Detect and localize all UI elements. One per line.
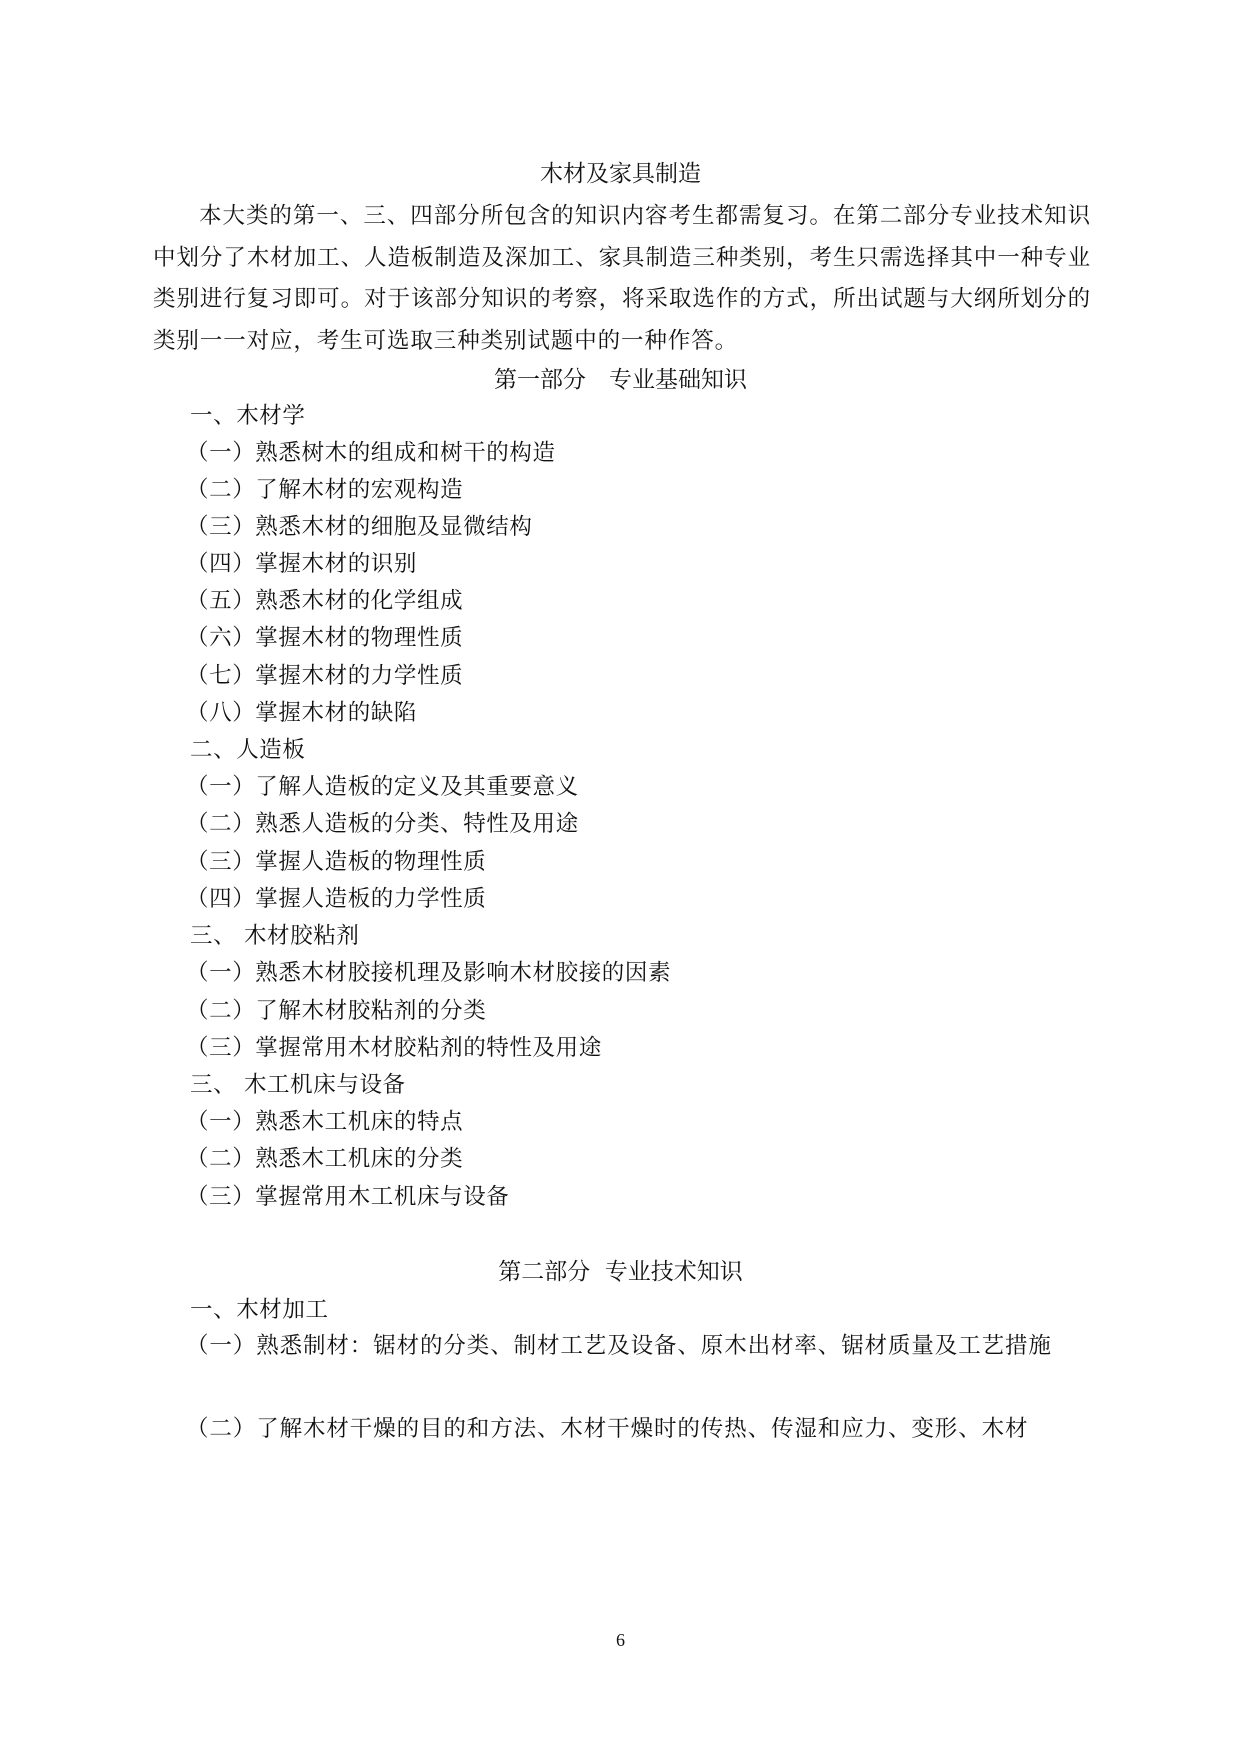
list-item: （七）掌握木材的力学性质 (186, 663, 464, 689)
part2-heading: 第二部分 专业技术知识 (498, 1259, 743, 1285)
document-title: 木材及家具制造 (540, 161, 701, 187)
section-heading: 一、木材加工 (190, 1297, 329, 1323)
list-item: （一）熟悉木材胶接机理及影响木材胶接的因素 (186, 960, 672, 986)
list-item: （一）熟悉木工机床的特点 (186, 1109, 464, 1135)
list-item: （三）掌握人造板的物理性质 (186, 849, 487, 875)
list-item: （六）掌握木材的物理性质 (186, 625, 464, 651)
list-item: （二）了解木材干燥的目的和方法、木材干燥时的传热、传湿和应力、变形、木材 (186, 1416, 1029, 1442)
list-item: （一）了解人造板的定义及其重要意义 (186, 774, 579, 800)
list-item: （三）掌握常用木材胶粘剂的特性及用途 (186, 1035, 602, 1061)
list-item: （二）熟悉人造板的分类、特性及用途 (186, 811, 579, 837)
list-item: （二）熟悉木工机床的分类 (186, 1146, 464, 1172)
list-item: （八）掌握木材的缺陷 (186, 700, 418, 726)
list-item: （四）掌握木材的识别 (186, 551, 418, 577)
list-item: （一）熟悉树木的组成和树干的构造 (186, 440, 556, 466)
page-number: 6 (616, 1630, 625, 1650)
section-heading: 一、木材学 (190, 403, 306, 429)
list-item: （二）了解木材的宏观构造 (186, 477, 464, 503)
list-item: （五）熟悉木材的化学组成 (186, 588, 464, 614)
intro-paragraph: 本大类的第一、三、四部分所包含的知识内容考生都需复习。在第二部分专业技术知识中划分了木材加工、人造板制造及深加工、家具制造三种类别，考生只需选择其中一种专业类别进行复习即可。对于该部分知识的考察，将采取选作的方式，所出试题与大纲所划分的类别一一对应，考生可选取三种类别试题中的一种作答。 (153, 203, 1091, 354)
section-heading: 三、 木材胶粘剂 (190, 923, 360, 949)
section-heading: 三、 木工机床与设备 (190, 1072, 406, 1098)
list-item: （三）熟悉木材的细胞及显微结构 (186, 514, 533, 540)
list-item: （二）了解木材胶粘剂的分类 (186, 998, 487, 1024)
list-item: （四）掌握人造板的力学性质 (186, 886, 487, 912)
section-heading: 二、人造板 (190, 737, 306, 763)
list-item: （三）掌握常用木工机床与设备 (186, 1184, 510, 1210)
list-item: （一）熟悉制材：锯材的分类、制材工艺及设备、原木出材率、锯材质量及工艺措施 (186, 1333, 1052, 1359)
part1-heading: 第一部分 专业基础知识 (494, 367, 747, 393)
